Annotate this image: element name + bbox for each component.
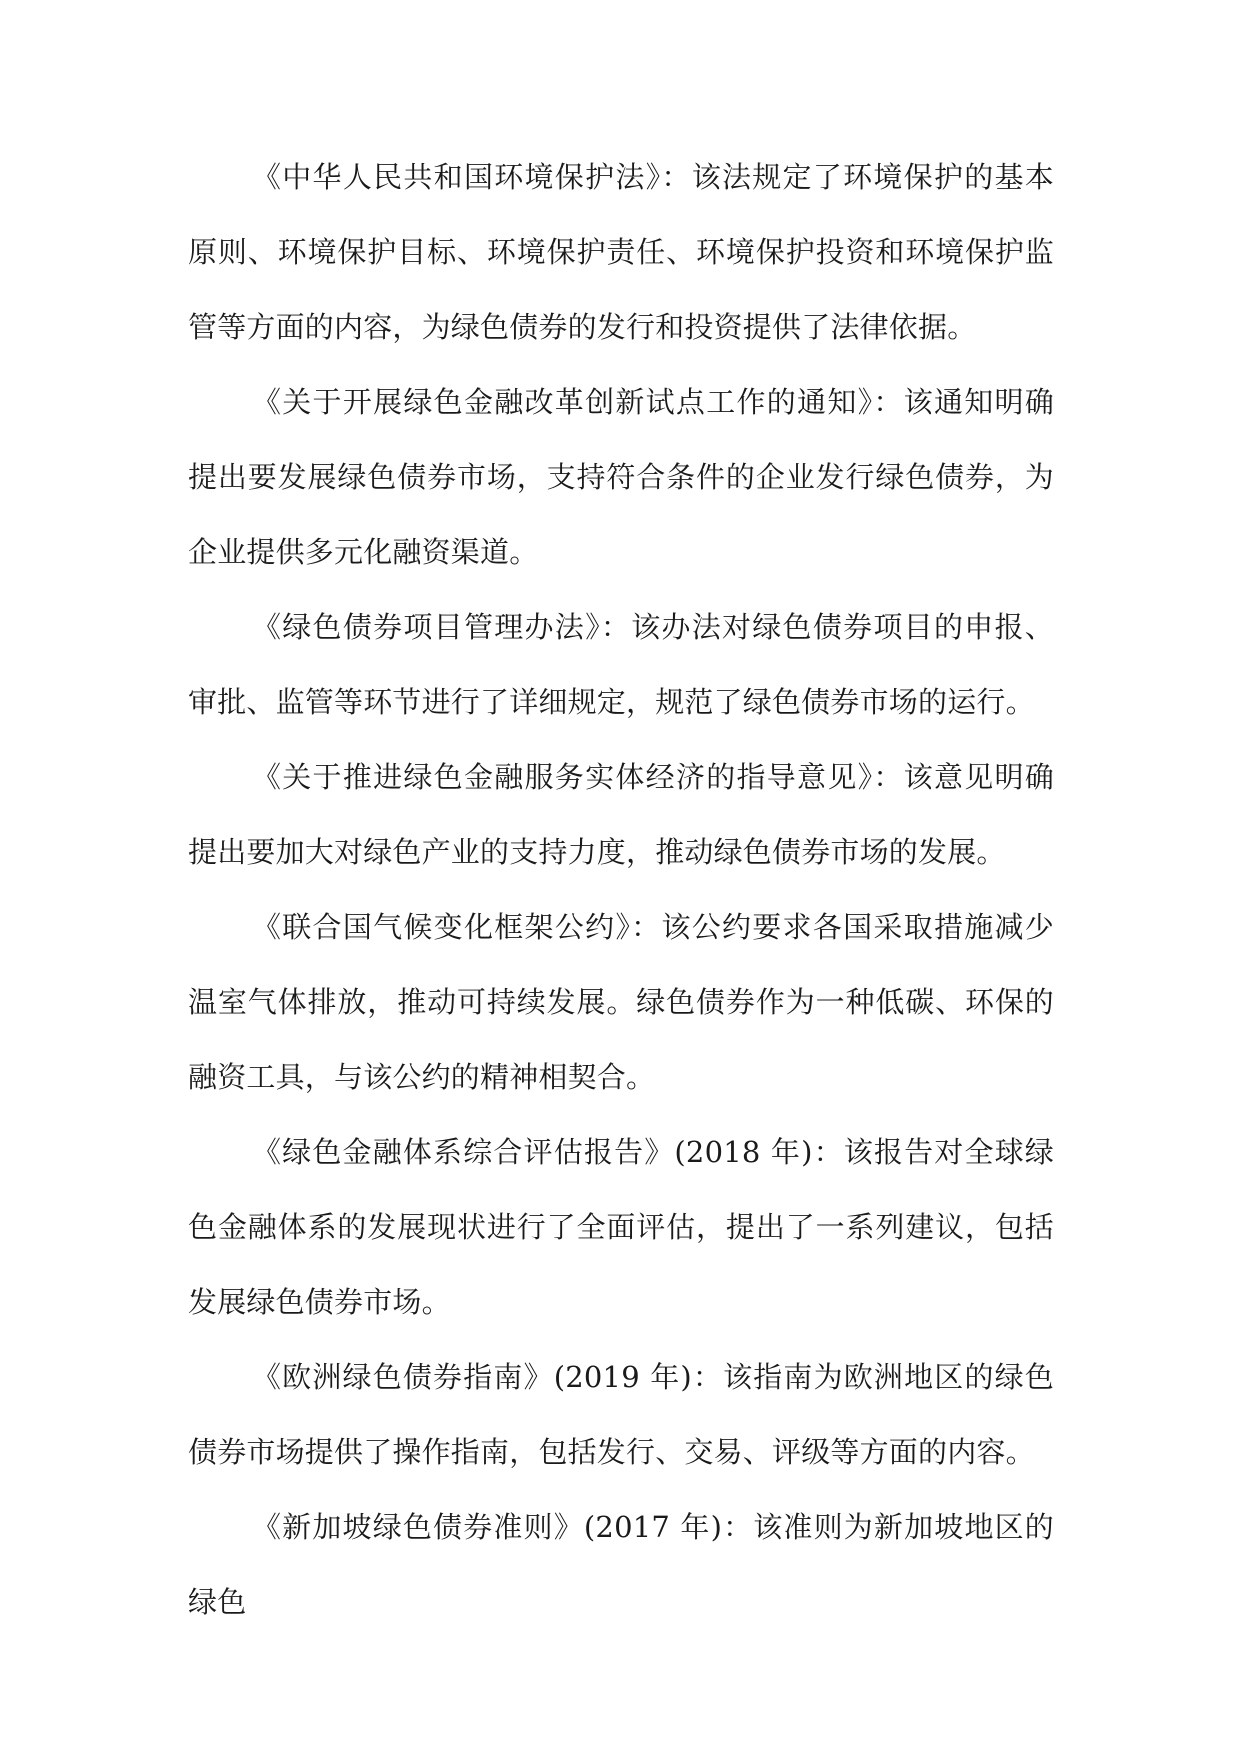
paragraph-unfccc: 《联合国气候变化框架公约》：该公约要求各国采取措施减少温室气体排放，推动可持续发展。绿色债券作为一种低碳、环保的融资工具，与该公约的精神相契合。	[188, 910, 1054, 1094]
paragraph-european-green-bond-guide: 《欧洲绿色债券指南》(2019 年)：该指南为欧洲地区的绿色债券市场提供了操作指南，包括发行、交易、评级等方面的内容。	[188, 1360, 1054, 1469]
paragraph-green-finance-assessment-report: 《绿色金融体系综合评估报告》(2018 年)：该报告对全球绿色金融体系的发展现状进行了全面评估，提出了一系列建议，包括发展绿色债券市场。	[188, 1135, 1054, 1319]
document-body	[188, 140, 1054, 1640]
paragraph-environmental-protection-law: 《中华人民共和国环境保护法》：该法规定了环境保护的基本原则、环境保护目标、环境保护责任、环境保护投资和环境保护监管等方面的内容，为绿色债券的发行和投资提供了法律依据。	[188, 160, 1054, 344]
paragraph-green-bond-project-measures: 《绿色债券项目管理办法》：该办法对绿色债券项目的申报、审批、监管等环节进行了详细规定，规范了绿色债券市场的运行。	[188, 610, 1054, 719]
paragraph-green-finance-real-economy-opinion: 《关于推进绿色金融服务实体经济的指导意见》：该意见明确提出要加大对绿色产业的支持力度，推动绿色债券市场的发展。	[188, 760, 1054, 869]
paragraph-green-finance-pilot-notice: 《关于开展绿色金融改革创新试点工作的通知》：该通知明确提出要发展绿色债券市场，支持符合条件的企业发行绿色债券，为企业提供多元化融资渠道。	[188, 385, 1054, 569]
paragraph-singapore-green-bond-standard: 《新加坡绿色债券准则》(2017 年)：该准则为新加坡地区的绿色	[188, 1510, 1054, 1619]
